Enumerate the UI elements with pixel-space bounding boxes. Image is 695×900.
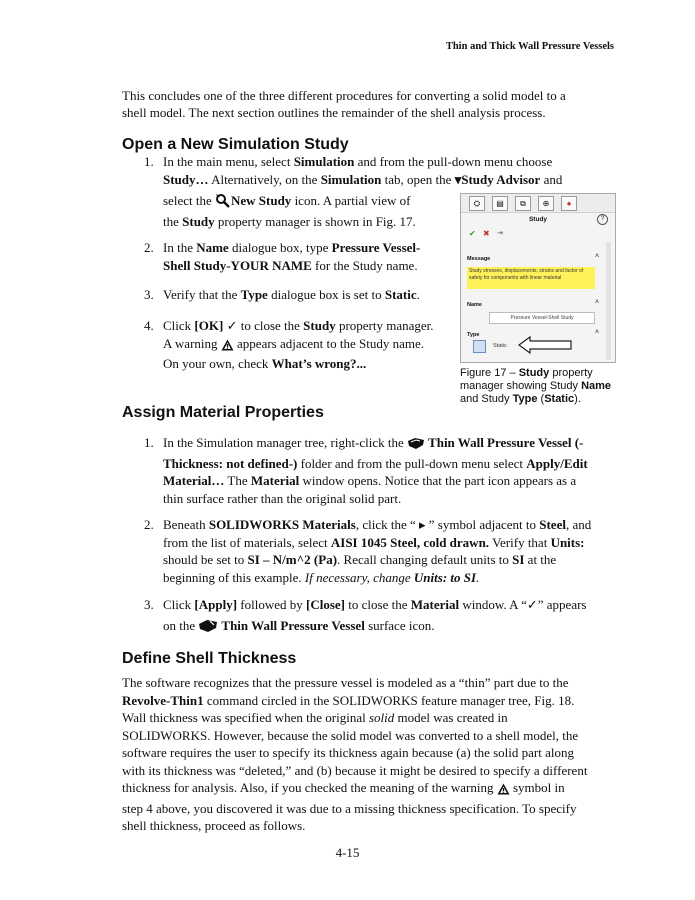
list-item: 1. In the Simulation manager tree, right-click the Thin Wall Pressure Vessel (- Thickness: not defined-) folder and from the pull-down menu select Apply/Edit Material… The Material window opens. Notice that the part icon appears as a thin surface rather than the original solid part. (144, 435, 588, 506)
list-item: 3. Verify that the Type dialogue box is set to Static. (144, 287, 420, 302)
section-title-material: Assign Material Properties (122, 404, 324, 421)
study-type-value[interactable]: Static (493, 343, 507, 349)
help-icon[interactable]: ? (597, 214, 608, 225)
message-section-label: Message (467, 256, 491, 262)
item-number: 2. (144, 240, 154, 255)
config-manager-icon[interactable]: ⧉ (515, 196, 531, 211)
feature-tree-icon[interactable]: ⛭ (469, 196, 485, 211)
type-section-label: Type (467, 332, 480, 338)
ok-icon[interactable]: ✔ (469, 229, 476, 238)
intro-line-2: shell model. The next section outlines the remainder of the shell analysis process. (122, 105, 546, 120)
running-header: Thin and Thick Wall Pressure Vessels (445, 41, 614, 52)
dimxpert-icon[interactable]: ⊕ (538, 196, 554, 211)
new-study-icon (215, 193, 231, 213)
collapse-caret-icon[interactable]: ˄ (595, 299, 600, 306)
property-manager-icon[interactable]: ▤ (492, 196, 508, 211)
display-manager-icon[interactable]: ● (561, 196, 577, 211)
study-name-field[interactable]: Pressure Vessel-Shell Study (489, 312, 595, 324)
section-title-new-study: Open a New Simulation Study (122, 136, 349, 153)
pin-icon[interactable]: ⇥ (497, 230, 503, 237)
item-number: 1. (144, 435, 154, 450)
list-item: 4. Click [OK] ✓ to close the Study property manager. A warning appears adjacent to the Study name. On your own, check What’s wrong?... (144, 318, 434, 371)
section-title-shell-thickness: Define Shell Thickness (122, 650, 297, 667)
study-property-manager-figure (460, 193, 616, 363)
item-number: 4. (144, 318, 154, 333)
list-item: 3. Click [Apply] followed by [Close] to close the Material window. A “✓” appears on the Thin Wall Pressure Vessel surface icon. (144, 596, 614, 636)
pm-scrollbar[interactable] (606, 242, 611, 360)
list-item: 2. In the Name dialogue box, type Pressure Vessel- Shell Study-YOUR NAME for the Study name. (144, 240, 421, 273)
figure-17-caption: Figure 17 – Study property manager showing Study Name and Study Type (Static). (460, 367, 612, 405)
collapse-caret-icon[interactable]: ˄ (595, 329, 600, 336)
part-folder-icon (407, 437, 425, 455)
item-number: 2. (144, 517, 154, 532)
pm-title: Study (528, 216, 548, 223)
pm-toolbar (461, 194, 615, 213)
shell-thickness-paragraph: The software recognizes that the pressure vessel is modeled as a “thin” part due to the Revolve-Thin1 command circled in the SOLIDWORKS feature manager tree, Fig. 18. Wall thickness was specified when the original solid model was created in SOLIDWORKS. However, because the solid model was converted to a shell model, the software requires the user to specify its thickness again because (a) the solid part along with its thickness was “deleted,” and (b) because it might be desired to specify a different thickness for analysis. Also, if you checked the meaning of the warning symbol in step 4 above, you discovered it was due to a missing thickness specification. To specify shell thickness, proceed as follows. (122, 675, 588, 833)
name-section-label: Name (467, 302, 482, 308)
part-surface-icon (198, 619, 218, 638)
static-type-icon[interactable] (473, 340, 486, 353)
item-number: 3. (144, 597, 154, 612)
list-item: 1. In the main menu, select Simulation and from the pull-down menu choose Study… Alternatively, on the Simulation tab, open the ▾Study Advisor and (144, 154, 563, 187)
list-item-continuation: select the New Study icon. A partial view of the Study property manager is shown in Fig. 17. (163, 193, 416, 229)
message-box: Study stresses, displacements, strains and factor of safety for components with linear material (467, 267, 595, 289)
page-number: 4-15 (335, 845, 360, 860)
intro-line-1: This concludes one of the three different procedures for converting a solid model to a (122, 88, 566, 103)
warning-icon (497, 782, 510, 800)
item-number: 3. (144, 287, 154, 302)
warning-icon (221, 338, 234, 356)
item-number: 1. (144, 154, 154, 169)
cancel-icon[interactable]: ✖ (483, 229, 490, 238)
list-item: 2. Beneath SOLIDWORKS Materials, click the “ ▸ ” symbol adjacent to Steel, and from the list of materials, select AISI 1045 Steel, cold drawn. Verify that Units: should be set to SI – N/m^2 (Pa). Recall changing default units to SI at the beginning of this example. If necessary, change Units: to SI. (144, 517, 592, 585)
callout-arrow-icon (518, 336, 572, 359)
collapse-caret-icon[interactable]: ˄ (595, 253, 600, 260)
